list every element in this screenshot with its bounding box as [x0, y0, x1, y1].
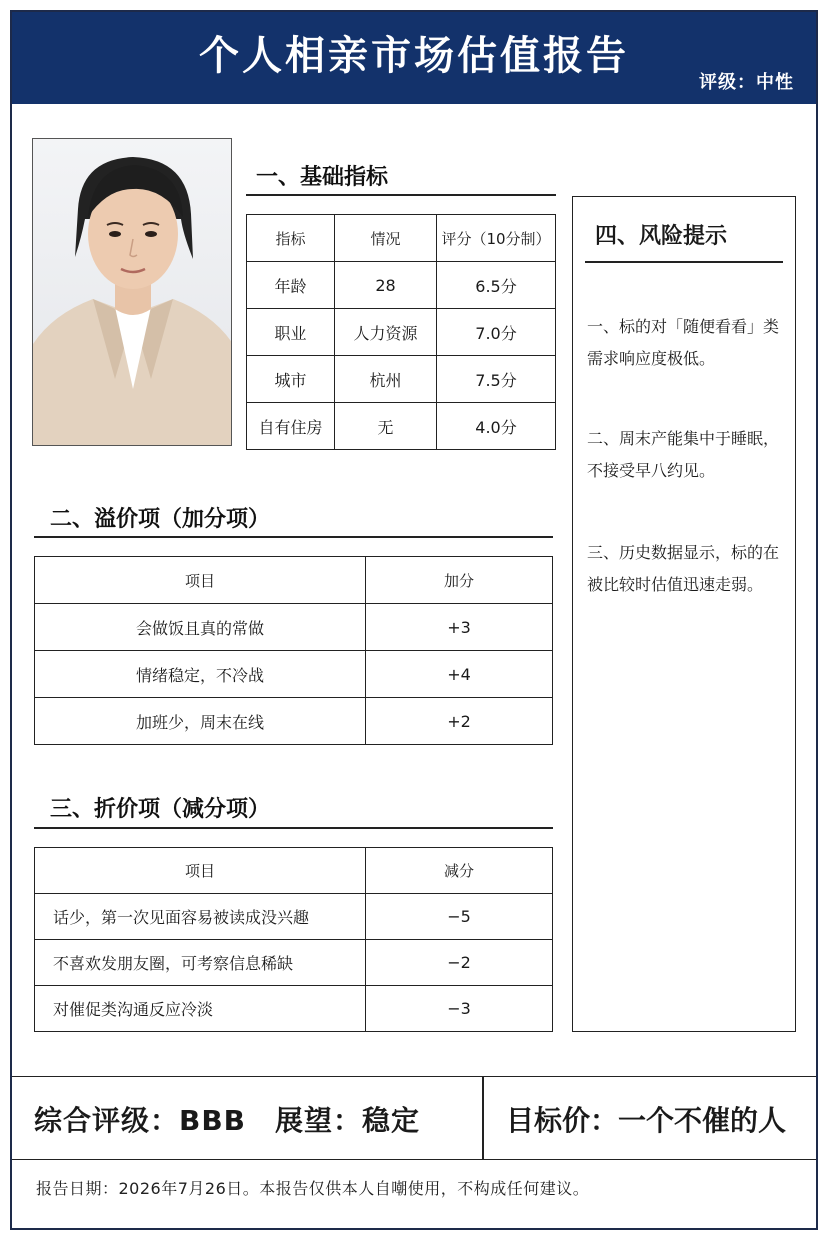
section-rule: [585, 261, 783, 263]
section-title-discount: 三、折价项（减分项）: [50, 797, 271, 822]
table-row: [35, 986, 553, 1032]
target-price: 目标价：一个不催的人: [506, 1104, 787, 1137]
table-row: [247, 356, 556, 403]
table-header-cell: 项目: [35, 557, 366, 604]
table-cell: 情绪稳定，不冷战: [35, 651, 366, 698]
table-cell: +4: [366, 651, 553, 698]
section-rule: [34, 827, 553, 829]
table-cell: 4.0分: [437, 403, 556, 450]
table-cell: −2: [366, 940, 553, 986]
discount-items-table: [34, 847, 553, 1032]
report-header: [12, 12, 816, 104]
report-page: [10, 10, 818, 1230]
table-cell: 职业: [247, 309, 335, 356]
section-rule: [34, 536, 553, 538]
risk-panel: [572, 196, 796, 1032]
risk-title: 四、风险提示: [595, 224, 728, 249]
table-cell: 会做饭且真的常做: [35, 604, 366, 651]
table-header-cell: 加分: [366, 557, 553, 604]
risk-item: 一、标的对「随便看看」类需求响应度极低。: [587, 317, 780, 368]
table-cell: 无: [335, 403, 437, 450]
table-cell: 自有住房: [247, 403, 335, 450]
risk-item: 二、周末产能集中于睡眠，不接受早八约见。: [587, 429, 780, 480]
table-cell: 话少，第一次见面容易被读成没兴趣: [35, 894, 366, 940]
disclaimer: 报告日期：2026年7月26日。本报告仅供本人自嘲使用，不构成任何建议。: [36, 1179, 590, 1198]
table-cell: 对催促类沟通反应冷淡: [35, 986, 366, 1032]
table-cell: 7.5分: [437, 356, 556, 403]
table-header-row: [35, 557, 553, 604]
table-row: [247, 403, 556, 450]
section-title-basic: 一、基础指标: [256, 165, 389, 190]
table-cell: 不喜欢发朋友圈，可考察信息稀缺: [35, 940, 366, 986]
table-cell: 人力资源: [335, 309, 437, 356]
section-title-premium: 二、溢价项（加分项）: [50, 507, 271, 532]
table-header-row: [247, 215, 556, 262]
table-row: [35, 894, 553, 940]
rating-tag: 评级：中性: [699, 72, 794, 93]
table-row: [247, 262, 556, 309]
report-title: 个人相亲市场估值报告: [199, 33, 629, 79]
table-cell: −3: [366, 986, 553, 1032]
premium-items-table: [34, 556, 553, 745]
table-cell: 杭州: [335, 356, 437, 403]
table-row: [35, 604, 553, 651]
table-cell: 城市: [247, 356, 335, 403]
risk-item: 三、历史数据显示，标的在被比较时估值迅速走弱。: [587, 543, 780, 594]
table-header-cell: 指标: [247, 215, 335, 262]
basic-metrics-table: [246, 214, 556, 450]
table-cell: 年龄: [247, 262, 335, 309]
overall-rating: 综合评级：BBB 展望：稳定: [34, 1104, 421, 1137]
table-header-cell: 评分（10分制）: [437, 215, 556, 262]
table-row: [35, 651, 553, 698]
summary-divider: [482, 1077, 484, 1159]
table-header-cell: 减分: [366, 848, 553, 894]
portrait-illustration: [33, 139, 232, 446]
portrait-photo: [32, 138, 232, 446]
section-rule: [246, 194, 556, 196]
table-cell: 7.0分: [437, 309, 556, 356]
table-cell: +2: [366, 698, 553, 745]
table-header-row: [35, 848, 553, 894]
table-row: [35, 698, 553, 745]
table-header-cell: 情况: [335, 215, 437, 262]
table-row: [247, 309, 556, 356]
table-cell: 28: [335, 262, 437, 309]
table-cell: 加班少，周末在线: [35, 698, 366, 745]
table-cell: +3: [366, 604, 553, 651]
table-header-cell: 项目: [35, 848, 366, 894]
summary-bar: [12, 1076, 816, 1160]
table-cell: −5: [366, 894, 553, 940]
table-row: [35, 940, 553, 986]
table-cell: 6.5分: [437, 262, 556, 309]
